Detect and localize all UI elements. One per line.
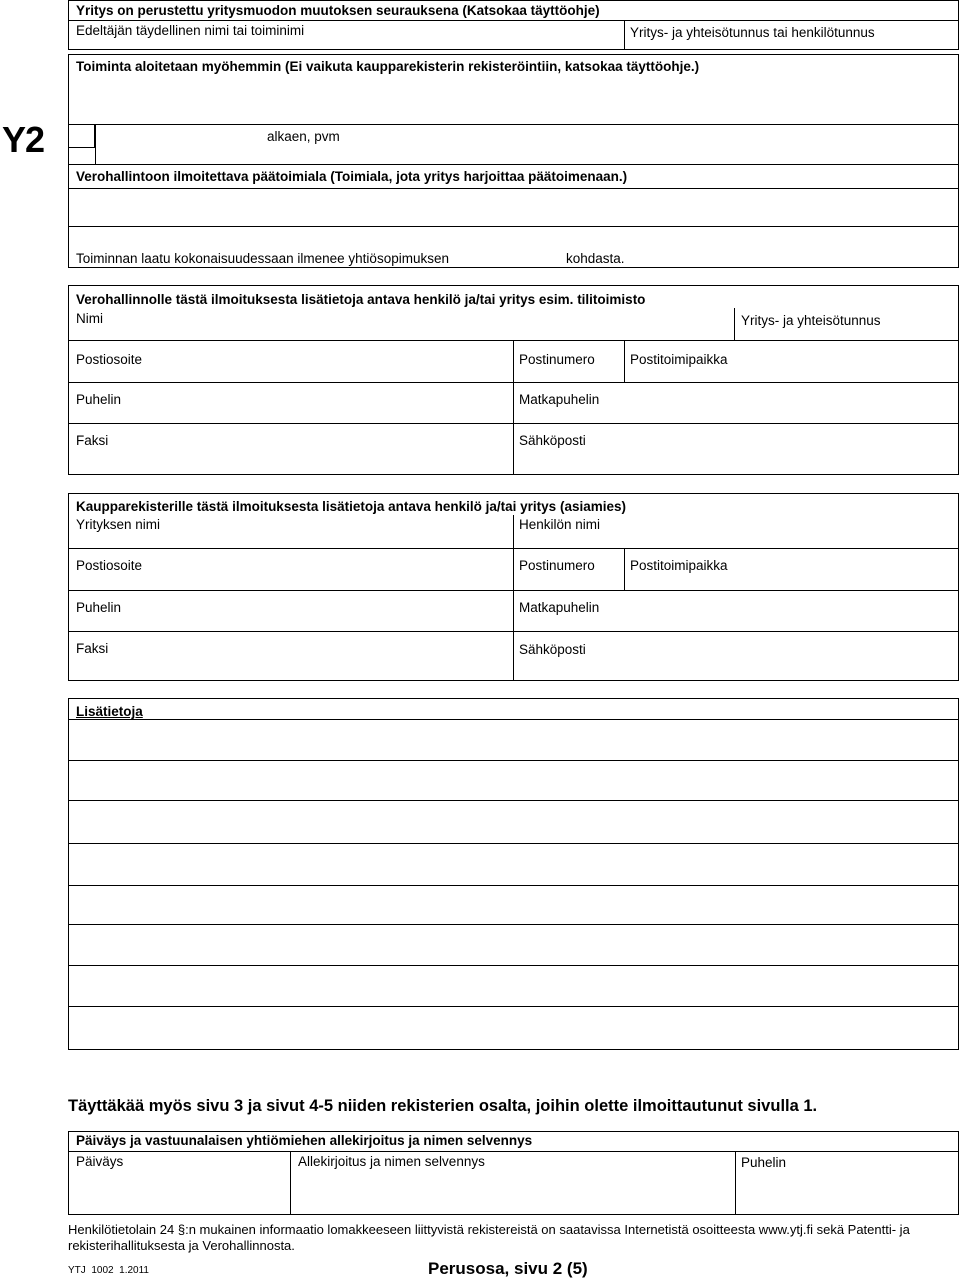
predecessor-id-field[interactable] — [625, 21, 958, 49]
tax-fax-label: Faksi — [76, 433, 109, 448]
trade-postcode-field[interactable] — [514, 549, 623, 589]
additional-info-line-2[interactable] — [69, 761, 958, 799]
articles-text-left: Toiminnan laatu kokonaisuudessaan ilmenee yhtiösopimuksen — [76, 251, 449, 266]
tax-fax-field[interactable] — [69, 424, 512, 474]
additional-info-line-6[interactable] — [69, 925, 958, 964]
trade-contact-heading: Kaupparekisterille tästä ilmoituksesta lisätietoja antava henkilö ja/tai yritys (asiamies) — [76, 499, 626, 514]
divider — [68, 226, 959, 227]
tax-phone-field[interactable] — [69, 383, 512, 422]
predecessor-id-label: Yritys- ja yhteisötunnus tai henkilötunnus — [630, 25, 875, 40]
trade-city-label: Postitoimipaikka — [630, 558, 728, 573]
main-industry-field[interactable] — [69, 189, 958, 225]
trade-company-field[interactable] — [69, 515, 512, 547]
articles-text-right: kohdasta. — [566, 251, 625, 266]
signature-phone-label: Puhelin — [741, 1155, 787, 1170]
predecessor-heading: Yritys on perustettu yritysmuodon muutoksen seurauksena (Katsokaa täyttöohje) — [76, 3, 600, 18]
additional-info-line-3[interactable] — [69, 801, 958, 842]
trade-mobile-field[interactable] — [514, 591, 958, 630]
trade-company-label: Yrityksen nimi — [76, 517, 161, 532]
tax-mobile-label: Matkapuhelin — [519, 392, 600, 407]
tax-postcode-field[interactable] — [514, 341, 623, 381]
trade-email-field[interactable] — [514, 632, 958, 680]
tax-address-field[interactable] — [69, 341, 512, 381]
signature-heading: Päiväys ja vastuunalaisen yhtiömiehen allekirjoitus ja nimen selvennys — [76, 1133, 533, 1148]
tax-postcode-label: Postinumero — [519, 352, 595, 367]
additional-info-line-4[interactable] — [69, 844, 958, 884]
date-label: Päiväys — [76, 1154, 124, 1169]
trade-mobile-label: Matkapuhelin — [519, 600, 600, 615]
additional-info-line-7[interactable] — [69, 966, 958, 1005]
tax-mobile-field[interactable] — [514, 383, 958, 422]
trade-fax-field[interactable] — [69, 632, 512, 680]
tax-id-field[interactable] — [735, 308, 958, 339]
trade-person-field[interactable] — [514, 515, 958, 547]
tax-city-field[interactable] — [625, 341, 958, 381]
privacy-notice-line-1: Henkilötietolain 24 §:n mukainen informaatio lomakkeeseen liittyvistä rekistereistä on saatavissa Internetistä osoitteesta www.ytj.fi sekä Patentti- ja — [68, 1222, 910, 1237]
date-field[interactable] — [69, 1152, 289, 1214]
trade-city-field[interactable] — [625, 549, 958, 589]
trade-person-label: Henkilön nimi — [519, 517, 601, 532]
tax-name-field[interactable] — [69, 308, 733, 339]
predecessor-name-label: Edeltäjän täydellinen nimi tai toiminimi — [76, 23, 305, 38]
signature-field[interactable] — [291, 1152, 734, 1214]
trade-postcode-label: Postinumero — [519, 558, 595, 573]
trade-phone-field[interactable] — [69, 591, 512, 630]
predecessor-name-field[interactable] — [69, 21, 623, 49]
trade-phone-label: Puhelin — [76, 600, 122, 615]
privacy-notice-line-2: rekisterihallituksesta ja Verohallinnosta. — [68, 1238, 295, 1253]
articles-section-field[interactable] — [462, 244, 562, 266]
signature-phone-field[interactable] — [736, 1152, 958, 1214]
additional-info-line-8[interactable] — [69, 1007, 958, 1049]
main-industry-heading: Verohallintoon ilmoitettava päätoimiala (Toimiala, jota yritys harjoittaa päätoimenaan.) — [76, 169, 628, 184]
trade-address-field[interactable] — [69, 549, 512, 589]
start-later-checkbox[interactable] — [68, 124, 95, 148]
tax-contact-heading: Verohallinnolle tästä ilmoituksesta lisätietoja antava henkilö ja/tai yritys esim. tilitoimisto — [76, 292, 646, 307]
trade-address-label: Postiosoite — [76, 558, 143, 573]
section-code-y2: Y2 — [2, 119, 45, 160]
signature-label: Allekirjoitus ja nimen selvennys — [298, 1154, 485, 1169]
tax-city-label: Postitoimipaikka — [630, 352, 728, 367]
tax-email-field[interactable] — [514, 424, 958, 474]
reminder-text: Täyttäkää myös sivu 3 ja sivut 4-5 niiden rekisterien osalta, joihin olette ilmoittautunut sivulla 1. — [68, 1097, 818, 1115]
divider — [68, 164, 959, 165]
tax-id-label: Yritys- ja yhteisötunnus — [741, 313, 881, 328]
additional-info-line-1[interactable] — [69, 720, 958, 759]
start-date-label: alkaen, pvm — [267, 129, 340, 144]
page-label: Perusosa, sivu 2 (5) — [428, 1259, 588, 1278]
trade-fax-label: Faksi — [76, 641, 109, 656]
start-later-heading: Toiminta aloitetaan myöhemmin (Ei vaikuta kaupparekisterin rekisteröintiin, katsokaa täyttöohje.) — [76, 59, 700, 74]
form-code: YTJ 1002 1.2011 — [68, 1265, 149, 1276]
additional-info-heading: Lisätietoja — [76, 704, 143, 719]
start-date-field[interactable] — [350, 125, 650, 163]
tax-phone-label: Puhelin — [76, 392, 122, 407]
tax-email-label: Sähköposti — [519, 433, 586, 448]
trade-email-label: Sähköposti — [519, 642, 586, 657]
tax-name-label: Nimi — [76, 311, 103, 326]
divider — [95, 124, 96, 164]
additional-info-line-5[interactable] — [69, 886, 958, 923]
tax-address-label: Postiosoite — [76, 352, 143, 367]
